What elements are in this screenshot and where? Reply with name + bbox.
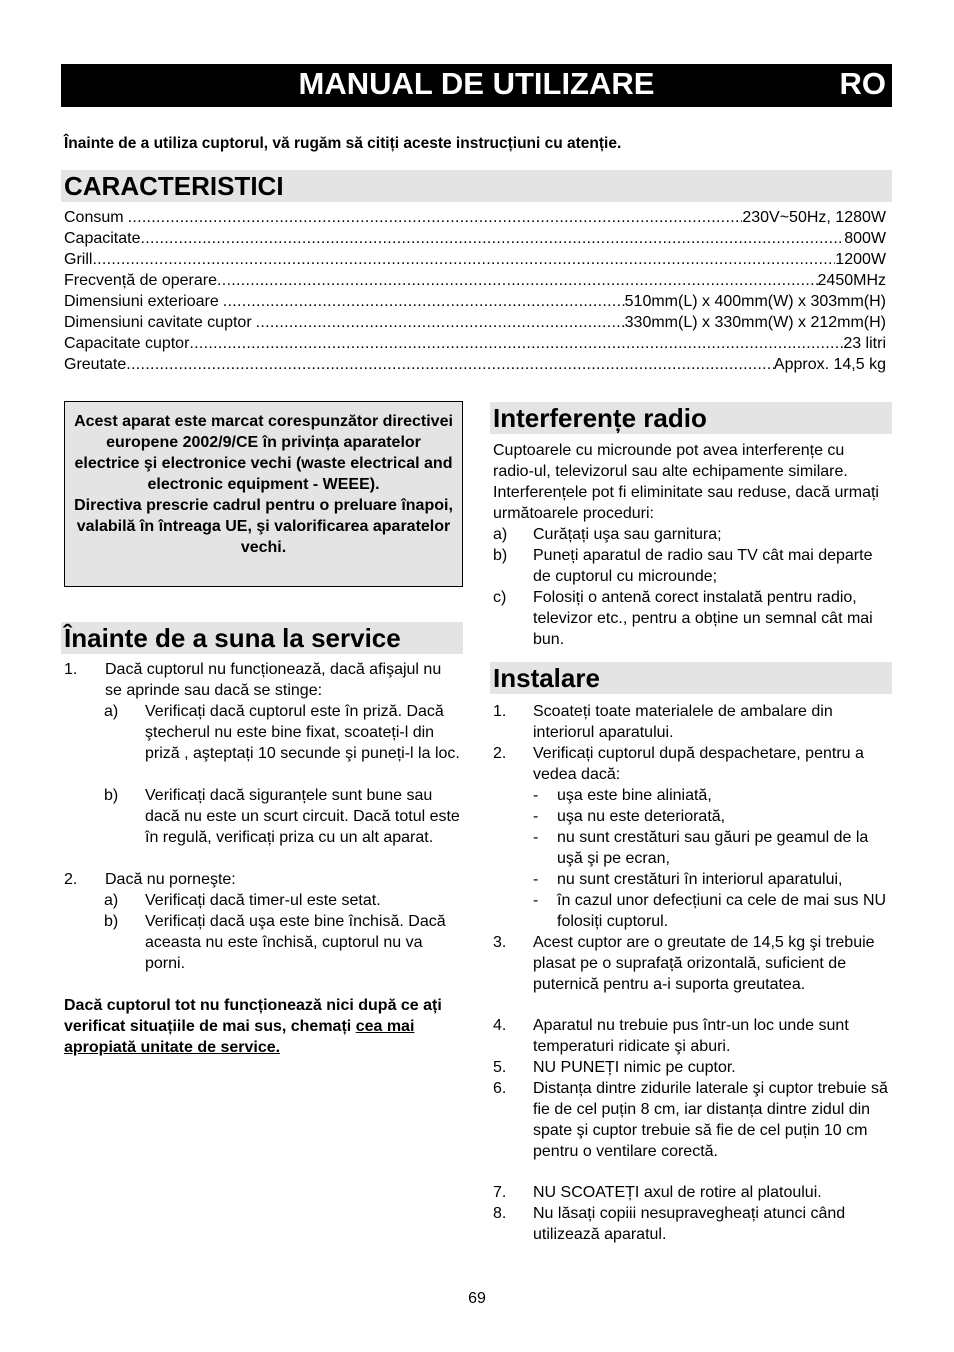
intro-text: Înainte de a utiliza cuptorul, vă rugăm să citiți aceste instrucțiuni cu atenție. [64, 135, 622, 152]
list-text: Curățați uşa sau garnitura; [533, 526, 722, 543]
list-number: 2. [64, 871, 78, 888]
service-note-underlined: cea mai apropiată unitate de service. [64, 1018, 415, 1056]
list-number: - [533, 787, 539, 804]
manual-title: MANUAL DE UTILIZARE [298, 66, 655, 101]
specs-heading: CARACTERISTICI [61, 170, 892, 202]
list-item [493, 1015, 890, 1057]
list-number: 5. [493, 1059, 507, 1076]
list-text: Dacă nu porneşte: [105, 871, 236, 888]
list-text: Nu lăsați copiii nesupravegheați atunci când utilizează aparatul. [533, 1205, 846, 1243]
service-note-text: Dacă cuptorul tot nu funcționează nici după ce ați verificat situațiile de mai sus, chemați [64, 997, 442, 1035]
spec-label: Dimensiuni cavitate cuptor [64, 314, 252, 331]
list-item [533, 869, 893, 890]
list-item [104, 785, 462, 848]
list-text: Aparatul nu trebuie pus într-un loc unde sunt temperaturi ridicate şi aburi. [533, 1017, 849, 1055]
list-item [493, 1078, 890, 1162]
list-text: nu sunt crestături sau găuri pe geamul de la uşă şi pe ecran, [557, 829, 869, 867]
list-item [64, 659, 459, 701]
list-text: în cazul unor defecțiuni ca cele de mai sus NU folosiți cuptorul. [557, 892, 887, 930]
list-item [493, 545, 888, 587]
spec-value: 330mm(L) x 330mm(W) x 212mm(H) [624, 314, 886, 331]
list-item [104, 701, 462, 764]
list-item [493, 932, 890, 995]
list-number: a) [493, 526, 508, 543]
spec-label: Capacitate cuptor [64, 335, 190, 352]
list-number: a) [104, 892, 119, 909]
list-text: Dacă cuptorul nu funcționează, dacă afişajul nu se aprinde sau dacă se stinge: [105, 661, 442, 699]
spec-label: Frecvență de operare [64, 272, 217, 289]
list-text: Puneți aparatul de radio sau TV cât mai departe de cuptorul cu microunde; [533, 547, 873, 585]
list-text: NU PUNEȚI nimic pe cuptor. [533, 1059, 736, 1076]
page-number: 69 [468, 1290, 486, 1307]
list-number: 6. [493, 1080, 507, 1097]
list-number: 1. [493, 703, 507, 720]
spec-row [64, 249, 886, 270]
list-item [533, 785, 893, 806]
spec-label: Greutate [64, 356, 127, 373]
spec-row [64, 270, 886, 291]
list-text: nu sunt crestături în interiorul aparatului, [557, 871, 843, 888]
spec-row [64, 228, 886, 249]
spec-row [64, 354, 886, 375]
list-item [533, 827, 893, 869]
list-number: - [533, 808, 539, 825]
spec-value: 510mm(L) x 400mm(W) x 303mm(H) [624, 293, 886, 310]
list-item [493, 701, 890, 743]
list-number: 1. [64, 661, 78, 678]
list-text: Verificați dacă siguranțele sunt bune sau dacă nu este un scurt circuit. Dacă totul este în regulă, verificați priza cu un alt aparat. [145, 787, 460, 846]
spec-label: Grill [64, 251, 93, 268]
list-text: uşa este bine aliniată, [557, 787, 712, 804]
list-number: - [533, 871, 539, 888]
spec-row [64, 291, 886, 312]
list-number: c) [493, 589, 507, 606]
list-text: Verificați dacă cuptorul este în priză. Dacă ştecherul nu este bine fixat, scoateți-l din priză , aşteptați 10 secunde şi puneți-l la loc. [145, 703, 460, 762]
list-item [493, 1182, 890, 1203]
list-text: Verificați dacă uşa este bine închisă. Dacă aceasta nu este închisă, cuptorul nu va porni. [145, 913, 446, 972]
list-number: 4. [493, 1017, 507, 1034]
list-number: 8. [493, 1205, 507, 1222]
list-number: a) [104, 703, 119, 720]
list-number: b) [493, 547, 508, 564]
list-text: Folosiți o antenă corect instalată pentru radio, televizor etc., pentru a obține un semnal cât mai bun. [533, 589, 873, 648]
install-heading: Instalare [490, 662, 892, 694]
spec-label: Capacitate [64, 230, 141, 247]
list-item [493, 1057, 890, 1078]
list-text: Verificați cuptorul după despachetare, pentru a vedea dacă: [533, 745, 864, 783]
spec-value: Approx. 14,5 kg [773, 356, 886, 373]
service-heading: Înainte de a suna la service [61, 622, 463, 654]
spec-label: Consum [64, 209, 124, 226]
list-item [493, 743, 890, 785]
list-item [533, 806, 893, 827]
list-item [493, 524, 888, 545]
list-text: Acest cuptor are o greutate de 14,5 kg şi trebuie plasat pe o suprafață orizontală, suficient de puternică pentru a-i suporta greutatea. [533, 934, 875, 993]
list-number: 3. [493, 934, 507, 951]
spec-value: 23 litri [843, 335, 886, 352]
list-text: uşa nu este deteriorată, [557, 808, 726, 825]
list-item [533, 890, 893, 932]
list-number: b) [104, 787, 119, 804]
spec-value: 800W [844, 230, 886, 247]
list-item [493, 587, 888, 650]
spec-row [64, 207, 886, 228]
spec-row [64, 312, 886, 333]
list-text: NU SCOATEȚI axul de rotire al platoului. [533, 1184, 822, 1201]
spec-value: 1200W [835, 251, 886, 268]
service-note [64, 995, 459, 1058]
spec-value: 2450MHz [817, 272, 886, 289]
list-text: Verificați dacă timer-ul este setat. [145, 892, 381, 909]
list-text: Scoateți toate materialele de ambalare din interiorul aparatului. [533, 703, 833, 741]
weee-text: Acest aparat este marcat corespunzător directivei europene 2002/9/CE în privința aparatelor electrice şi electronice vechi (waste electrical and electronic equipment - WEEE). [74, 413, 453, 493]
spec-row [64, 333, 886, 354]
list-number: - [533, 892, 539, 909]
list-item [493, 1203, 890, 1245]
list-text: Distanța dintre zidurile laterale şi cuptor trebuie să fie de cel puțin 8 cm, iar distanța dintre zidul din spate şi cuptor trebuie să fie de cel puțin 10 cm pentru o ventilare corectă. [533, 1080, 888, 1160]
radio-intro: Cuptoarele cu microunde pot avea interferențe cu radio-ul, televizorul sau alte echipamente similare. Interferențele pot fi eliminitate sau reduse, dacă urmați următoarele proceduri: [493, 442, 879, 522]
spec-value: 230V~50Hz, 1280W [742, 209, 886, 226]
language-code: RO [839, 66, 886, 101]
list-number: b) [104, 913, 119, 930]
manual-title-bar [61, 64, 892, 107]
list-number: 2. [493, 745, 507, 762]
list-item [104, 911, 462, 974]
list-number: 7. [493, 1184, 507, 1201]
weee-text: Directiva prescrie cadrul pentru o preluare înapoi, valabilă în întreaga UE, şi valorificarea aparatelor vechi. [74, 497, 453, 556]
weee-notice-box [64, 401, 463, 587]
radio-heading: Interferențe radio [490, 402, 892, 434]
list-item [104, 890, 462, 911]
list-number: - [533, 829, 539, 846]
spec-label: Dimensiuni exterioare [64, 293, 219, 310]
list-item [64, 869, 459, 890]
